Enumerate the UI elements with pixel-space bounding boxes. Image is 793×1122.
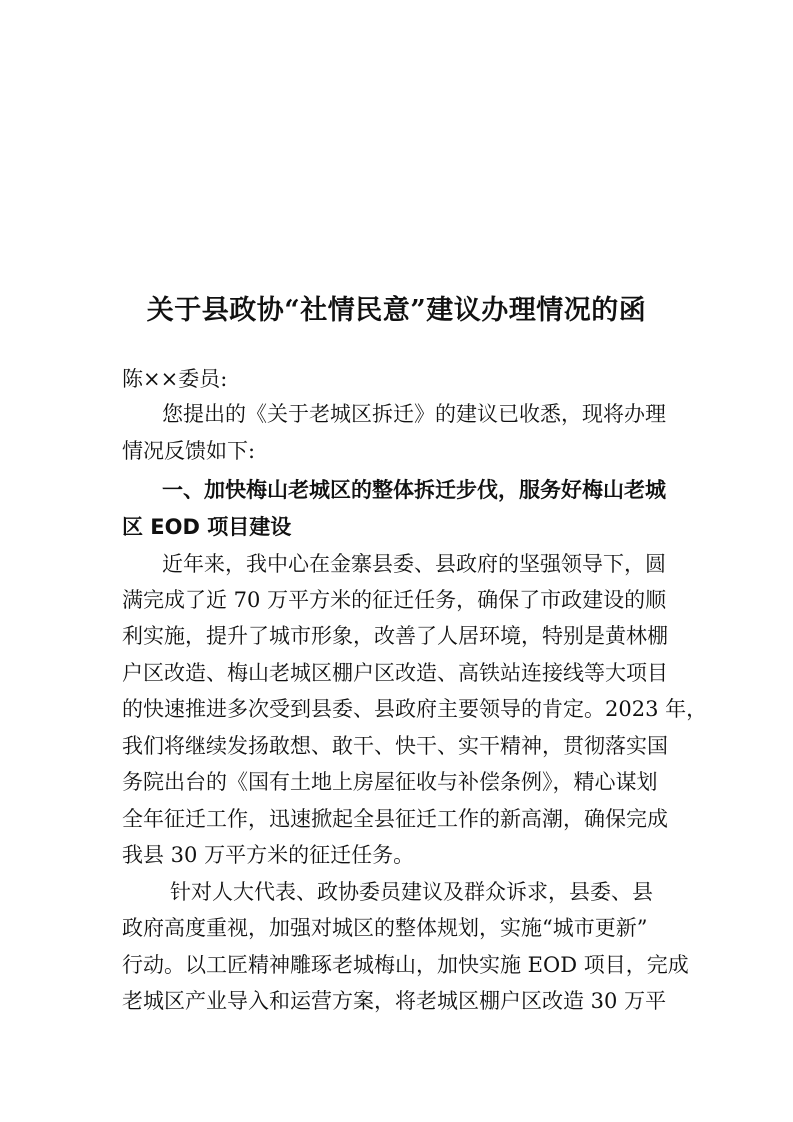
paragraph-2-line-2: 政府高度重视，加强对城区的整体规划，实施“城市更新” xyxy=(122,916,648,940)
section-1-heading-line-1: 一、加快梅山老城区的整体拆迁步伐，服务好梅山老城 xyxy=(162,478,666,502)
paragraph-2-line-4: 老城区产业导入和运营方案，将老城区棚户区改造 30 万平 xyxy=(122,989,667,1013)
paragraph-2-line-3: 行动。以工匠精神雕琢老城梅山，加快实施 EOD 项目，完成 xyxy=(122,953,689,977)
intro-line-2: 情况反馈如下: xyxy=(122,439,256,463)
paragraph-1-line-8: 全年征迁工作，迅速掀起全县征迁工作的新高潮，确保完成 xyxy=(122,807,668,831)
paragraph-1-line-1: 近年来，我中心在金寨县委、县政府的坚强领导下，圆 xyxy=(162,552,666,576)
salutation: 陈××委员: xyxy=(122,367,228,391)
paragraph-1-line-7: 务院出台的《国有土地上房屋征收与补偿条例》，精心谋划 xyxy=(122,770,658,794)
paragraph-1-line-6: 我们将继续发扬敢想、敢干、快干、实干精神，贯彻落实国 xyxy=(122,734,668,758)
paragraph-1-line-4: 户区改造、梅山老城区棚户区改造、高铁站连接线等大项目 xyxy=(122,661,668,685)
paragraph-1-line-5: 的快速推进多次受到县委、县政府主要领导的肯定。2023 年， xyxy=(122,697,708,721)
paragraph-2-line-1: 针对人大代表、政协委员建议及群众诉求，县委、县 xyxy=(170,880,653,904)
paragraph-1-line-2: 满完成了近 70 万平方米的征迁任务，确保了市政建设的顺 xyxy=(122,588,667,612)
intro-line-1: 您提出的《关于老城区拆迁》的建议已收悉，现将办理 xyxy=(162,402,666,426)
paragraph-1-line-9: 我县 30 万平方米的征迁任务。 xyxy=(122,843,415,867)
section-1-heading-line-2: 区 EOD 项目建设 xyxy=(122,515,292,539)
document-title: 关于县政协“社情民意”建议办理情况的函 xyxy=(146,295,647,327)
paragraph-1-line-3: 利实施，提升了城市形象，改善了人居环境，特别是黄林棚 xyxy=(122,624,668,648)
